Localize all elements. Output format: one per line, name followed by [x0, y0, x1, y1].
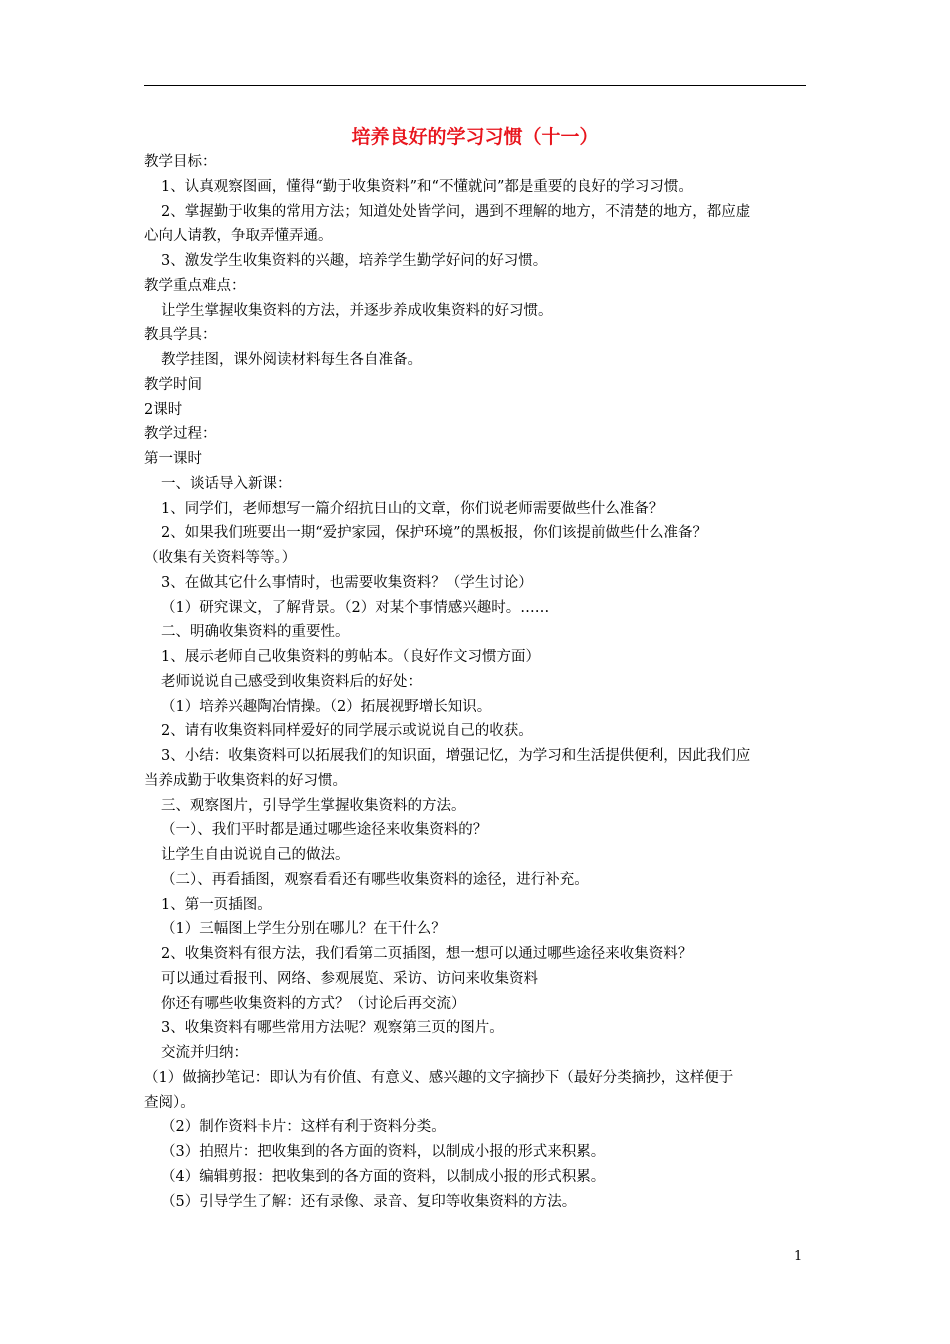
text-line: 你还有哪些收集资料的方式？（讨论后再交流） — [161, 995, 466, 1012]
text-line: 教学目标： — [144, 154, 217, 170]
text-line: 交流并归纳： — [161, 1045, 248, 1061]
text-line: 2、收集资料有很方法，我们看第二页插图，想一想可以通过哪些途径来收集资料？ — [161, 946, 693, 962]
text-line: 教具学具： — [144, 327, 217, 344]
text-line: 让学生掌握收集资料的方法，并逐步养成收集资料的好习惯。 — [161, 302, 553, 319]
document-body — [144, 150, 806, 1214]
text-line: 3、在做其它什么事情时，也需要收集资料？（学生讨论） — [161, 574, 533, 591]
text-line: 1、认真观察图画，懂得“勤于收集资料”和“不懂就问”都是重要的良好的学习习惯。 — [161, 178, 693, 195]
header-rule — [144, 85, 806, 86]
text-line: 让学生自由说说自己的做法。 — [161, 847, 350, 863]
text-line: 教学重点难点： — [144, 277, 246, 294]
text-line: 二、明确收集资料的重要性。 — [161, 624, 350, 641]
text-line: 1、展示老师自己收集资料的剪帖本。（良好作文习惯方面） — [161, 649, 540, 665]
text-line: 2、如果我们班要出一期“爱护家园，保护环境”的黑板报，你们该提前做些什么准备？ — [161, 525, 708, 542]
text-line: 1、同学们，老师想写一篇介绍抗日山的文章，你们说老师需要做些什么准备？ — [161, 500, 664, 517]
text-line: （1）三幅图上学生分别在哪儿？在干什么？ — [161, 921, 446, 938]
text-line: 2、请有收集资料同样爱好的同学展示或说说自己的收获。 — [161, 723, 533, 740]
text-line: 当养成勤于收集资料的好习惯。 — [144, 772, 347, 789]
text-line: 教学时间 — [144, 376, 202, 393]
text-line: 心向人请教，争取弄懂弄通。 — [144, 228, 333, 245]
text-line: 第一课时 — [144, 451, 202, 467]
text-line: （2）制作资料卡片：这样有利于资料分类。 — [161, 1119, 446, 1136]
text-line: （二）、再看插图，观察看看还有哪些收集资料的途径，进行补充。 — [161, 871, 589, 888]
text-line: （1）研究课文，了解背景。（2）对某个事情感兴趣时。…… — [161, 599, 550, 616]
text-line: 三、观察图片，引导学生掌握收集资料的方法。 — [161, 797, 466, 814]
text-line: 3、收集资料有哪些常用方法呢？观察第三页的图片。 — [161, 1020, 504, 1037]
text-line: 2、掌握勤于收集的常用方法；知道处处皆学问，遇到不理解的地方，不清楚的地方，都应虚 — [161, 203, 751, 220]
text-line: 一、谈话导入新课： — [161, 475, 292, 492]
text-line: 可以通过看报刊、网络、参观展览、采访、访问来收集资料 — [161, 970, 538, 987]
text-line: （一）、我们平时都是通过哪些途径来收集资料的？ — [161, 822, 488, 839]
text-line: （收集有关资料等等。） — [144, 550, 297, 566]
text-line: 老师说说自己感受到收集资料后的好处： — [161, 673, 422, 690]
text-line: 查阅）。 — [144, 1094, 195, 1111]
text-line: （1）做摘抄笔记：即认为有价值、有意义、感兴趣的文字摘抄下（最好分类摘抄，这样便于 — [144, 1069, 734, 1086]
text-line: 3、激发学生收集资料的兴趣，培养学生勤学好问的好习惯。 — [161, 253, 548, 269]
text-line: （1）培养兴趣陶冶情操。（2）拓展视野增长知识。 — [161, 698, 492, 715]
text-line: 教学过程： — [144, 426, 217, 443]
text-line: 3、小结：收集资料可以拓展我们的知识面，增强记忆，为学习和生活提供便利，因此我们应 — [161, 748, 751, 764]
text-line: （5）引导学生了解：还有录像、录音、复印等收集资料的方法。 — [161, 1193, 577, 1210]
text-line: 2课时 — [144, 401, 183, 418]
document-title: 培养良好的学习习惯（十一） — [351, 126, 599, 148]
text-line: 1、第一页插图。 — [161, 896, 272, 913]
text-line: 教学挂图，课外阅读材料每生各自准备。 — [161, 352, 422, 368]
text-line: （4）编辑剪报：把收集到的各方面的资料，以制成小报的形式积累。 — [161, 1168, 606, 1185]
text-line: （3）拍照片：把收集到的各方面的资料，以制成小报的形式来积累。 — [161, 1144, 606, 1160]
page-number: 1 — [794, 1249, 803, 1264]
